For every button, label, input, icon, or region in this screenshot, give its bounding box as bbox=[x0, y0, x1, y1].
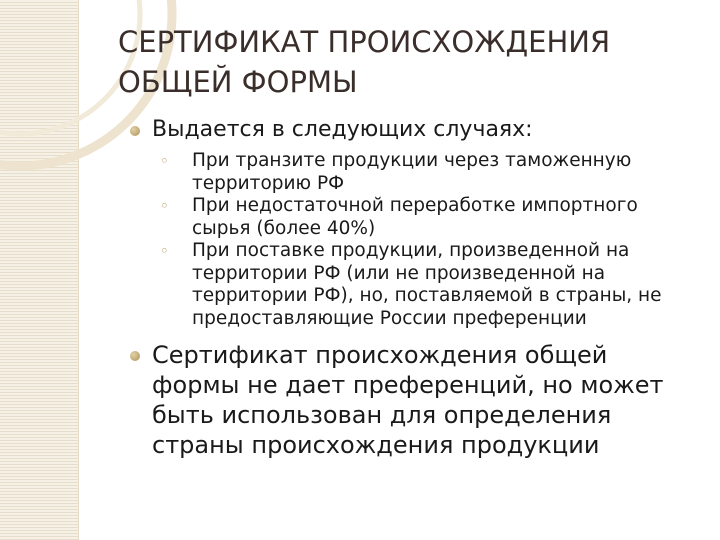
title-line-2: ОБЩЕЙ ФОРМЫ bbox=[118, 65, 358, 99]
slide-title bbox=[118, 22, 698, 102]
sub-bullet-item-transit bbox=[155, 150, 702, 195]
sub-bullet-text: При транзите продукции через таможенную территорию РФ bbox=[192, 150, 632, 194]
ring-bullet-icon: ◦ bbox=[160, 152, 169, 170]
slide-content bbox=[132, 116, 702, 460]
bullet-dot-icon bbox=[130, 351, 140, 361]
bullet-dot-icon bbox=[130, 126, 140, 136]
sub-bullet-text: При поставке продукции, произведенной на территории РФ (или не произведенной на территории РФ), но, поставляемой в страны, не предоставляющие России преференции bbox=[192, 240, 662, 329]
bullet-text: Сертификат происхождения общей формы не дает преференций, но может быть использован для определения страны происхождения продукции bbox=[152, 341, 664, 459]
ring-bullet-icon: ◦ bbox=[160, 197, 169, 215]
bullet-text: Выдается в следующих случаях: bbox=[152, 117, 533, 142]
title-line-1: СЕРТИФИКАТ ПРОИСХОЖДЕНИЯ bbox=[118, 25, 611, 59]
sub-bullet-item-processing bbox=[155, 195, 702, 240]
bullet-item-no-preferences bbox=[132, 340, 702, 460]
sub-bullet-item-supply bbox=[155, 240, 702, 330]
sub-bullet-list bbox=[155, 150, 702, 330]
bullet-item-issuance-cases bbox=[132, 116, 702, 330]
sub-bullet-text: При недостаточной переработке импортного сырья (более 40%) bbox=[192, 195, 638, 239]
ring-bullet-icon: ◦ bbox=[160, 242, 169, 260]
